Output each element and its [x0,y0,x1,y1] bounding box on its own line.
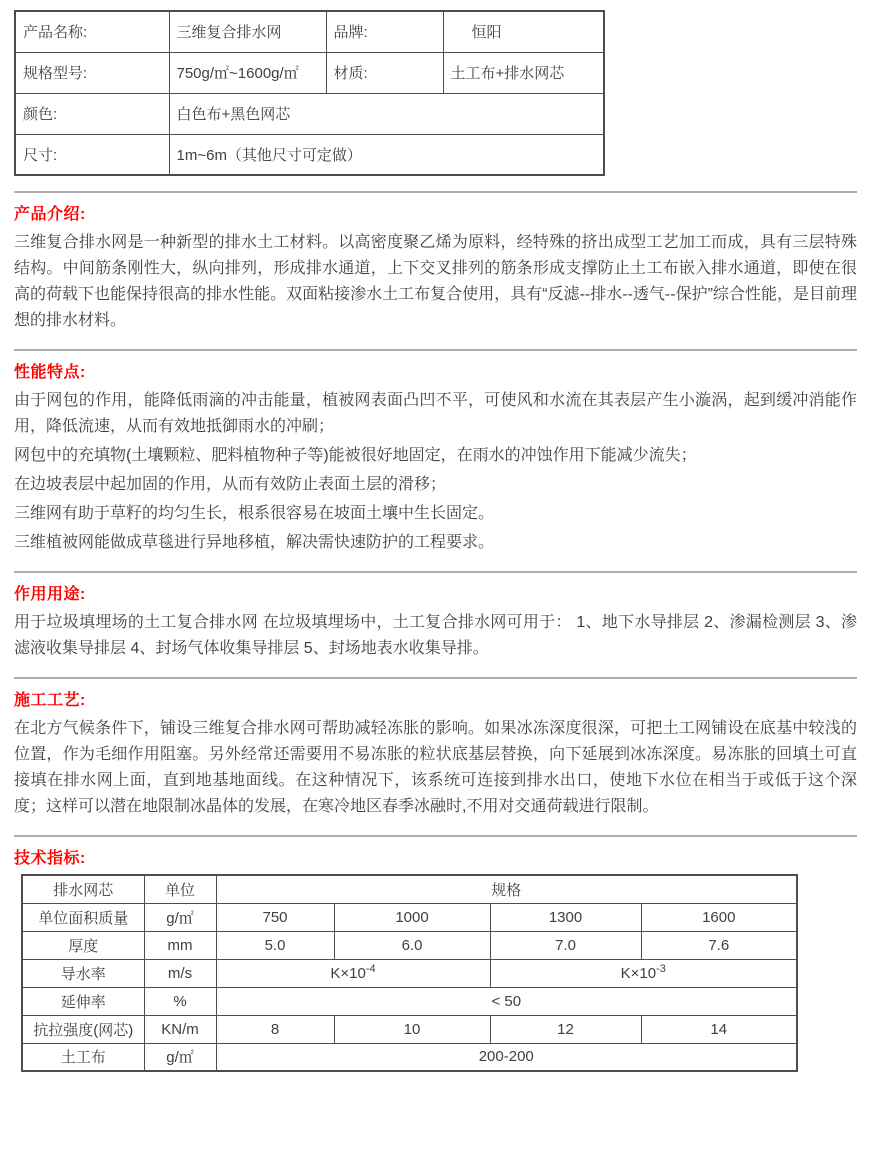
spec-header-unit: 单位 [144,875,216,903]
spec-unit: g/㎡ [144,1043,216,1071]
intro-paragraph: 三维复合排水网是一种新型的排水土工材料。以高密度聚乙烯为原料，经特殊的挤出成型工艺加工而成，具有三层特殊结构。中间筋条刚性大，纵向排列，形成排水通道，上下交叉排列的筋条形成支撑防止土工布嵌入排水通道，即使在很高的荷载下也能保持很高的排水性能。双面粘接渗水土工布复合使用，具有“反滤--排水--透气--保护”综合性能，是目前理想的排水材料。 [14,234,857,329]
spec-name: 抗拉强度(网芯) [22,1015,144,1043]
section-specs [14,848,857,1072]
size-label: 尺寸: [15,134,169,175]
spec-unit: g/㎡ [144,903,216,931]
brand-label: 品牌: [326,11,443,52]
spec-unit: % [144,987,216,1015]
spec-name: 导水率 [22,959,144,987]
spec-value: 7.6 [641,931,797,959]
spec-value: 10 [334,1015,490,1043]
feature-item: 三维网有助于草籽的均匀生长，根系很容易在坡面土壤中生长固定。 [14,505,495,522]
color-value: 白色布+黑色网芯 [169,93,604,134]
product-name-value: 三维复合排水网 [169,11,326,52]
section-divider [14,677,857,679]
section-divider [14,349,857,351]
section-divider [14,191,857,193]
section-divider [14,835,857,837]
section-divider [14,571,857,573]
spec-name: 厚度 [22,931,144,959]
info-row-size [15,134,604,175]
spec-row-elongation [22,987,797,1015]
material-value: 土工布+排水网芯 [443,52,604,93]
section-title-usage: 作用用途: [14,586,86,603]
spec-value: 200-200 [216,1043,797,1071]
spec-unit: mm [144,931,216,959]
section-intro [14,204,857,334]
feature-item: 由于网包的作用，能降低雨滴的冲击能量，植被网表面凸凹不平，可使风和水流在其表层产生小漩涡，起到缓冲消能作用，降低流速，从而有效地抵御雨水的冲刷； [14,392,857,435]
section-construction [14,690,857,820]
section-features [14,362,857,556]
spec-value: 750 [216,903,334,931]
product-info-table [14,10,605,176]
spec-table [21,874,798,1072]
feature-item: 三维植被网能做成草毯进行异地移植，解决需快速防护的工程要求。 [14,534,495,551]
spec-value: 6.0 [334,931,490,959]
usage-paragraph: 用于垃圾填埋场的土工复合排水网 在垃圾填埋场中，土工复合排水网可用于： 1、地下水导排层 2、渗漏检测层 3、渗滤液收集导排层 4、封场气体收集导排层 5、封场地表水收集导排。 [14,614,857,657]
spec-name: 延伸率 [22,987,144,1015]
spec-value: 1600 [641,903,797,931]
spec-value: 1000 [334,903,490,931]
spec-header-core: 排水网芯 [22,875,144,903]
info-row-name-brand [15,11,604,52]
spec-value: 5.0 [216,931,334,959]
spec-value-k3 [490,959,797,987]
construction-paragraph: 在北方气候条件下，铺设三维复合排水网可帮助减轻冻胀的影响。如果冰冻深度很深，可把土工网铺设在底基中较浅的位置，作为毛细作用阻塞。另外经常还需要用不易冻胀的粒状底基层替换，向下延展到冰冻深度。易冻胀的回填土可直接填在排水网上面，直到地基地面线。在这种情况下，该系统可连接到排水出口，使地下水位在相当于或低于这个深度；这样可以潜在地限制冰晶体的发展，在寒冷地区春季冰融时,不用对交通荷载进行限制。 [14,720,857,815]
spec-header-row [22,875,797,903]
info-row-color [15,93,604,134]
size-value: 1m~6m（其他尺寸可定做） [169,134,604,175]
feature-item: 在边坡表层中起加固的作用，从而有效防止表面土层的滑移； [14,476,447,493]
spec-name: 单位面积质量 [22,903,144,931]
k4-exponent: -4 [365,962,376,975]
spec-value: 1300 [490,903,641,931]
spec-value: 8 [216,1015,334,1043]
brand-value: 恒阳 [443,11,604,52]
section-title-intro: 产品介绍: [14,206,86,223]
spec-model-label: 规格型号: [15,52,169,93]
k3-base: K×10 [620,964,657,982]
material-label: 材质: [326,52,443,93]
spec-name: 土工布 [22,1043,144,1071]
spec-unit: m/s [144,959,216,987]
color-label: 颜色: [15,93,169,134]
spec-value-k4 [216,959,490,987]
spec-model-value: 750g/㎡~1600g/㎡ [169,52,326,93]
k4-base: K×10 [330,964,366,982]
feature-item: 网包中的充填物(土壤颗粒、肥料植物种子等)能被很好地固定，在雨水的冲蚀作用下能减少流失； [14,447,697,464]
section-usage [14,584,857,662]
spec-value: 7.0 [490,931,641,959]
spec-header-grade: 规格 [216,875,797,903]
spec-row-geotextile [22,1043,797,1071]
section-title-specs: 技术指标: [14,850,86,867]
spec-unit: KN/m [144,1015,216,1043]
spec-row-conductivity [22,959,797,987]
spec-row-thickness [22,931,797,959]
spec-value: 12 [490,1015,641,1043]
spec-row-tensile [22,1015,797,1043]
spec-value: 14 [641,1015,797,1043]
info-row-spec-material [15,52,604,93]
section-title-construction: 施工工艺: [14,692,86,709]
k3-exponent: -3 [656,962,666,975]
spec-value: < 50 [216,987,797,1015]
spec-row-mass [22,903,797,931]
product-name-label: 产品名称: [15,11,169,52]
section-title-features: 性能特点: [14,364,86,381]
